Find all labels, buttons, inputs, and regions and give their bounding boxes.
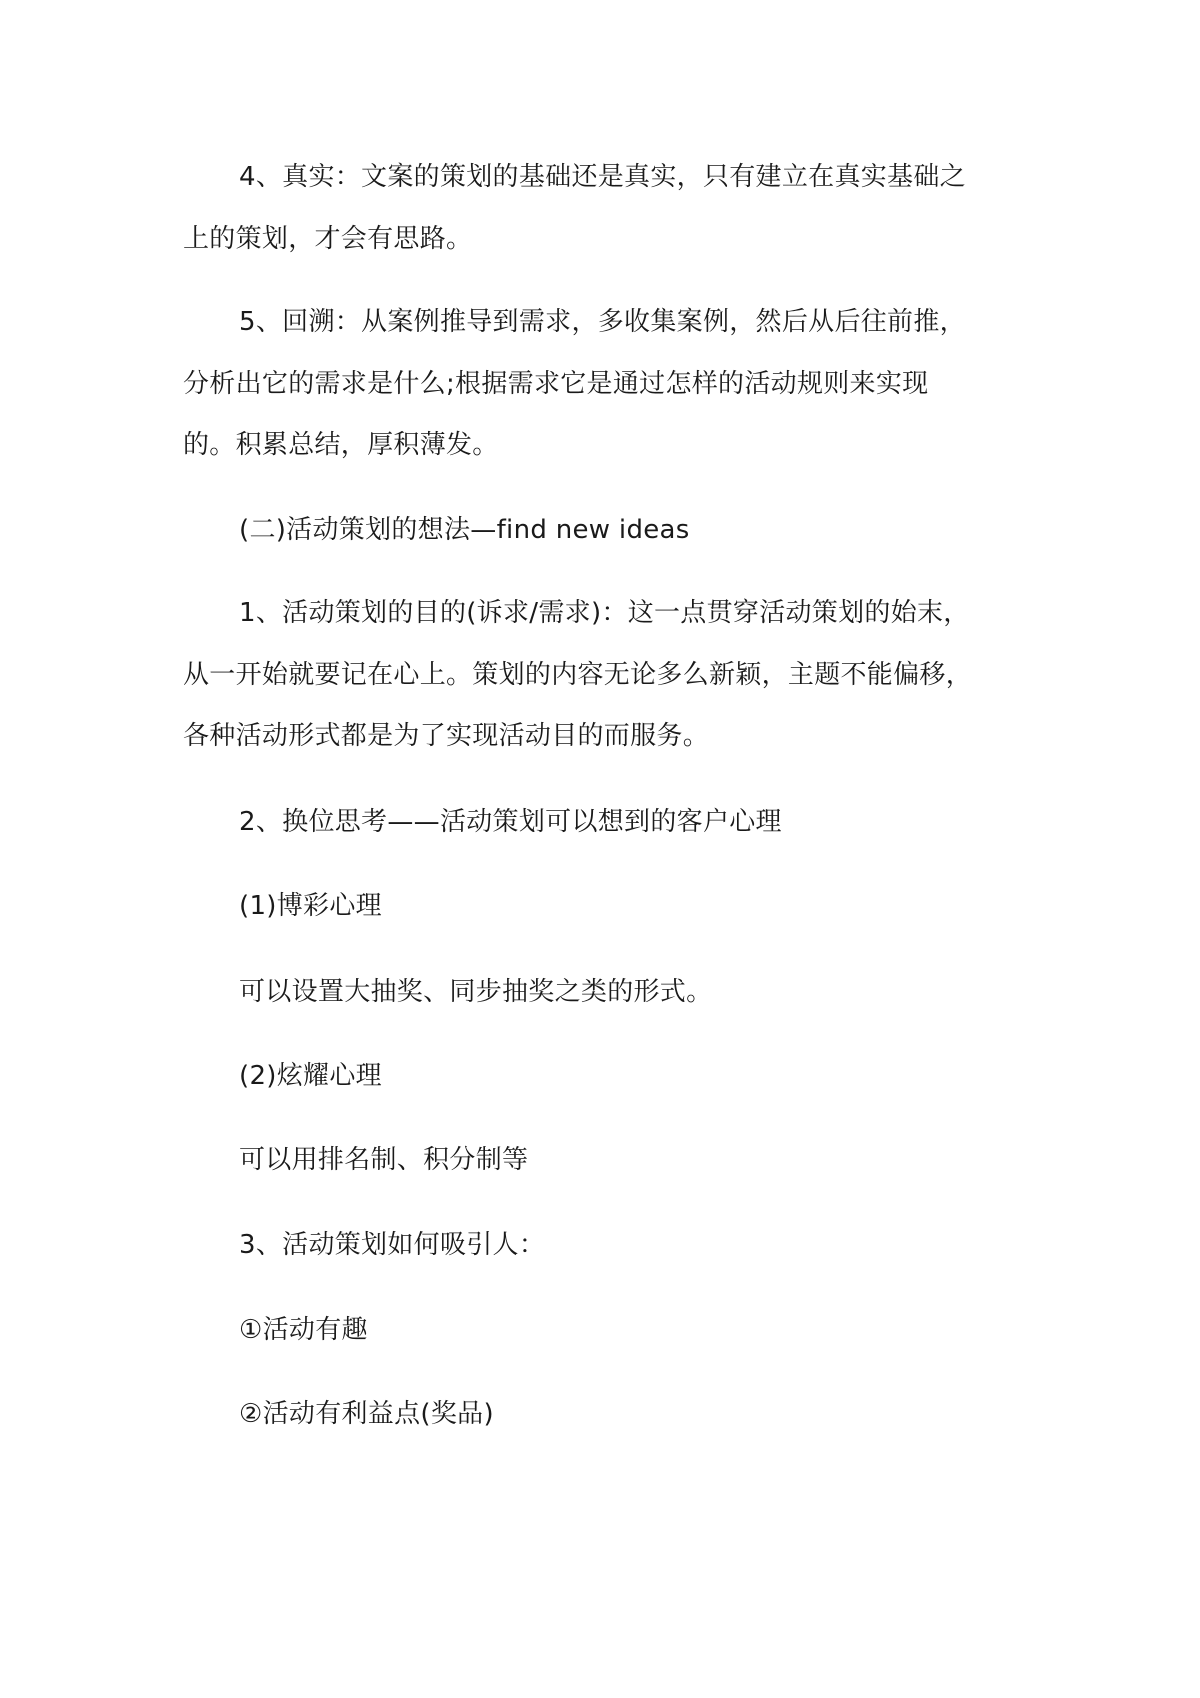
paragraph-1-line-3: 各种活动形式都是为了实现活动目的而服务。: [183, 721, 710, 751]
subheading-2: (2)炫耀心理: [239, 1061, 382, 1091]
list-item-1: ①活动有趣: [239, 1315, 368, 1345]
subheading-2-text: 可以用排名制、积分制等: [239, 1145, 529, 1175]
paragraph-1-line-1: 1、活动策划的目的(诉求/需求)：这一点贯穿活动策划的始末，: [239, 598, 970, 628]
paragraph-5-line-2: 分析出它的需求是什么;根据需求它是通过怎样的活动规则来实现: [183, 369, 929, 399]
paragraph-5-line-3: 的。积累总结，厚积薄发。: [183, 430, 499, 460]
subheading-1-text: 可以设置大抽奖、同步抽奖之类的形式。: [239, 977, 713, 1007]
subheading-1: (1)博彩心理: [239, 891, 382, 921]
paragraph-4-line-1: 4、真实：文案的策划的基础还是真实，只有建立在真实基础之: [239, 162, 966, 192]
paragraph-5-line-1: 5、回溯：从案例推导到需求，多收集案例，然后从后往前推，: [239, 307, 966, 337]
paragraph-2: 2、换位思考——活动策划可以想到的客户心理: [239, 807, 782, 837]
paragraph-4-line-2: 上的策划，才会有思路。: [183, 224, 473, 254]
list-item-2: ②活动有利益点(奖品): [239, 1399, 494, 1429]
paragraph-3: 3、活动策划如何吸引人：: [239, 1230, 546, 1260]
paragraph-1-line-2: 从一开始就要记在心上。策划的内容无论多么新颖，主题不能偏移，: [183, 660, 973, 690]
section-heading: (二)活动策划的想法—find new ideas: [239, 515, 690, 545]
